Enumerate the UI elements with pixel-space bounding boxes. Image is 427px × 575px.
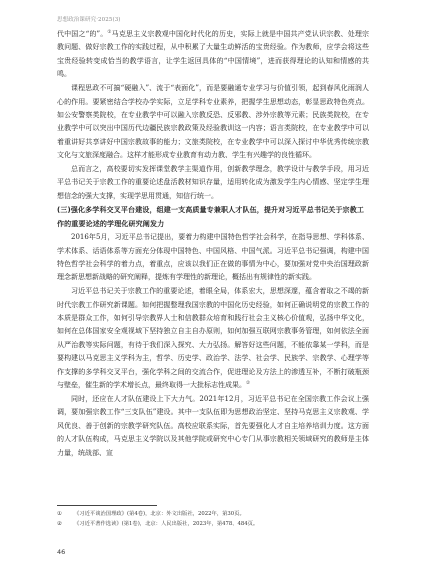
paragraph-3: 总而言之，高校要切实发挥课堂教学主渠道作用，创新教学理念，教学设计与教学手段，用习近平总书记关于宗教工作的重要论述盘活教材知识存量，适用转化成为激发学生内心情感、坚定学生理想信念的强大支撑，实现学思用贯通，知信行统一。 — [57, 165, 369, 200]
paragraph-5-text: 习近平总书记关于宗教工作的重要论述，着眼全局，体系宏大，思想深邃，蕴含着取之不竭的新时代宗教工作研究新课题。如何把握整理我国宗教的中国化历史经验，如何正确说明党的宗教工作的本质是群众工作，如何引导宗教界人士和信教群众培育和践行社会主义核心价值观，弘扬中华文化，如何在总体国家安全观视域下坚持独立自主自办原则，如何加强互联网宗教事务管理，如何依法全面从严治教等实际问题，有待于我们深入探究、大力弘扬。解答好这些问题，不能依靠某一学科，而是要构建以马克思主义学科为主，哲学、历史学、政治学、法学、社会学、民族学、宗教学、心理学等作支撑的多学科交叉平台，强化学科之间的交流合作，促进理论及方法上的渗透互补，不断打破瓶颈与壁垒，催生新的学术增长点，最终取得一大批标志性成果。 — [57, 287, 369, 390]
section-heading: (三)强化多学科交叉平台建设，组建一支高质量专兼职人才队伍，提升对习近平总书记关于宗教工作的重要论述的学理化研究阐发力 — [57, 206, 364, 228]
footnote-mark: ① — [57, 511, 62, 517]
footnote-text: 《习近平著作选读》(第1卷)，北京：人民出版社，2023年，第478、484页。 — [74, 521, 259, 527]
footnote-item — [57, 509, 369, 519]
running-header: 思想政治课研究·2025(3) — [57, 17, 121, 23]
body-text — [57, 28, 369, 460]
footnote-ref-2[interactable]: ② — [246, 381, 251, 387]
footnotes — [57, 509, 369, 529]
paragraph-4: 2016年5月，习近平总书记提出，要着力构建中国特色哲学社会科学，在指导思想、学科体系、学术体系、话语体系等方面充分体现中国特色、中国风格、中国气派。习近平总书记强调，构建中国特色哲学社会科学的着力点，着重点，应该以我们正在做的事情为中心，要加强对党中央治国理政新理念新思想新战略的研究阐释，提炼有学理性的新理论，概括出有规律性的新实践。 — [57, 233, 369, 282]
paragraph-1 — [57, 28, 369, 82]
footnote-text: 《习近平谈治国理政》(第4卷)，北京：外文出版社，2022年，第30页。 — [74, 511, 245, 517]
page-number: 46 — [57, 548, 66, 556]
footnote-item — [57, 519, 369, 529]
footnote-mark: ② — [57, 521, 62, 527]
paragraph-1-text-b: 马克思主义宗教观中国化时代化的历史，实际上就是中国共产党认识宗教、处理宗教问题、做好宗教工作的实践过程，从中积累了大量生动鲜活的宝贵经验。作为教师，应学会将这些宝贵经验转变成恰当的教学语言，让学生返回具体的“中国情境”，进而获得理论的认知和情感的共鸣。 — [57, 30, 370, 79]
paragraph-5 — [57, 285, 369, 392]
paragraph-6: 同时，还应在人才队伍建设上下大力气。2021年12月，习近平总书记在全国宗教工作会议上强调，要加强宗教工作“三支队伍”建设。其中一支队伍即为思想政治坚定、坚持马克思主义宗教观、学风优良、善于创新的宗教学研究队伍。高校应联系实际，首先要强化人才自主培养培训力度。这方面的人才队伍构成，马克思主义学院以及其他学院或研究中心专门从事宗教相关领域研究的教师是主体力量，统战部、宣 — [57, 394, 369, 457]
footnote-ref-1[interactable]: ① — [107, 30, 112, 35]
paragraph-1-text-a: 代中国之“的”。 — [57, 30, 108, 38]
paragraph-2: 课程思政不可搞“硬融入”、流于“表面化”，而是要融通专业学习与价值引领，起到春风化雨润人心的作用。要紧密结合学校办学实际，立足学科专业素养，把握学生思想动态，彰显思政特色亮点。如公安警察类院校，在专业教学中可以融入宗教反恐、反邪教、涉外宗教等元素；民族类院校，在专业教学中可以突出中国历代边疆民族宗教政策及经验教训这一内容；语言类院校，在专业教学中可以着重讲好共享讲好中国宗教故事的能力；文旅类院校，在专业教学中可以深入探讨中华优秀传统宗教文化与文旅深度融合。这样才能形成专业教育有动力教、学生有兴趣学的良性循环。 — [57, 84, 369, 160]
footnote-divider — [57, 505, 157, 506]
